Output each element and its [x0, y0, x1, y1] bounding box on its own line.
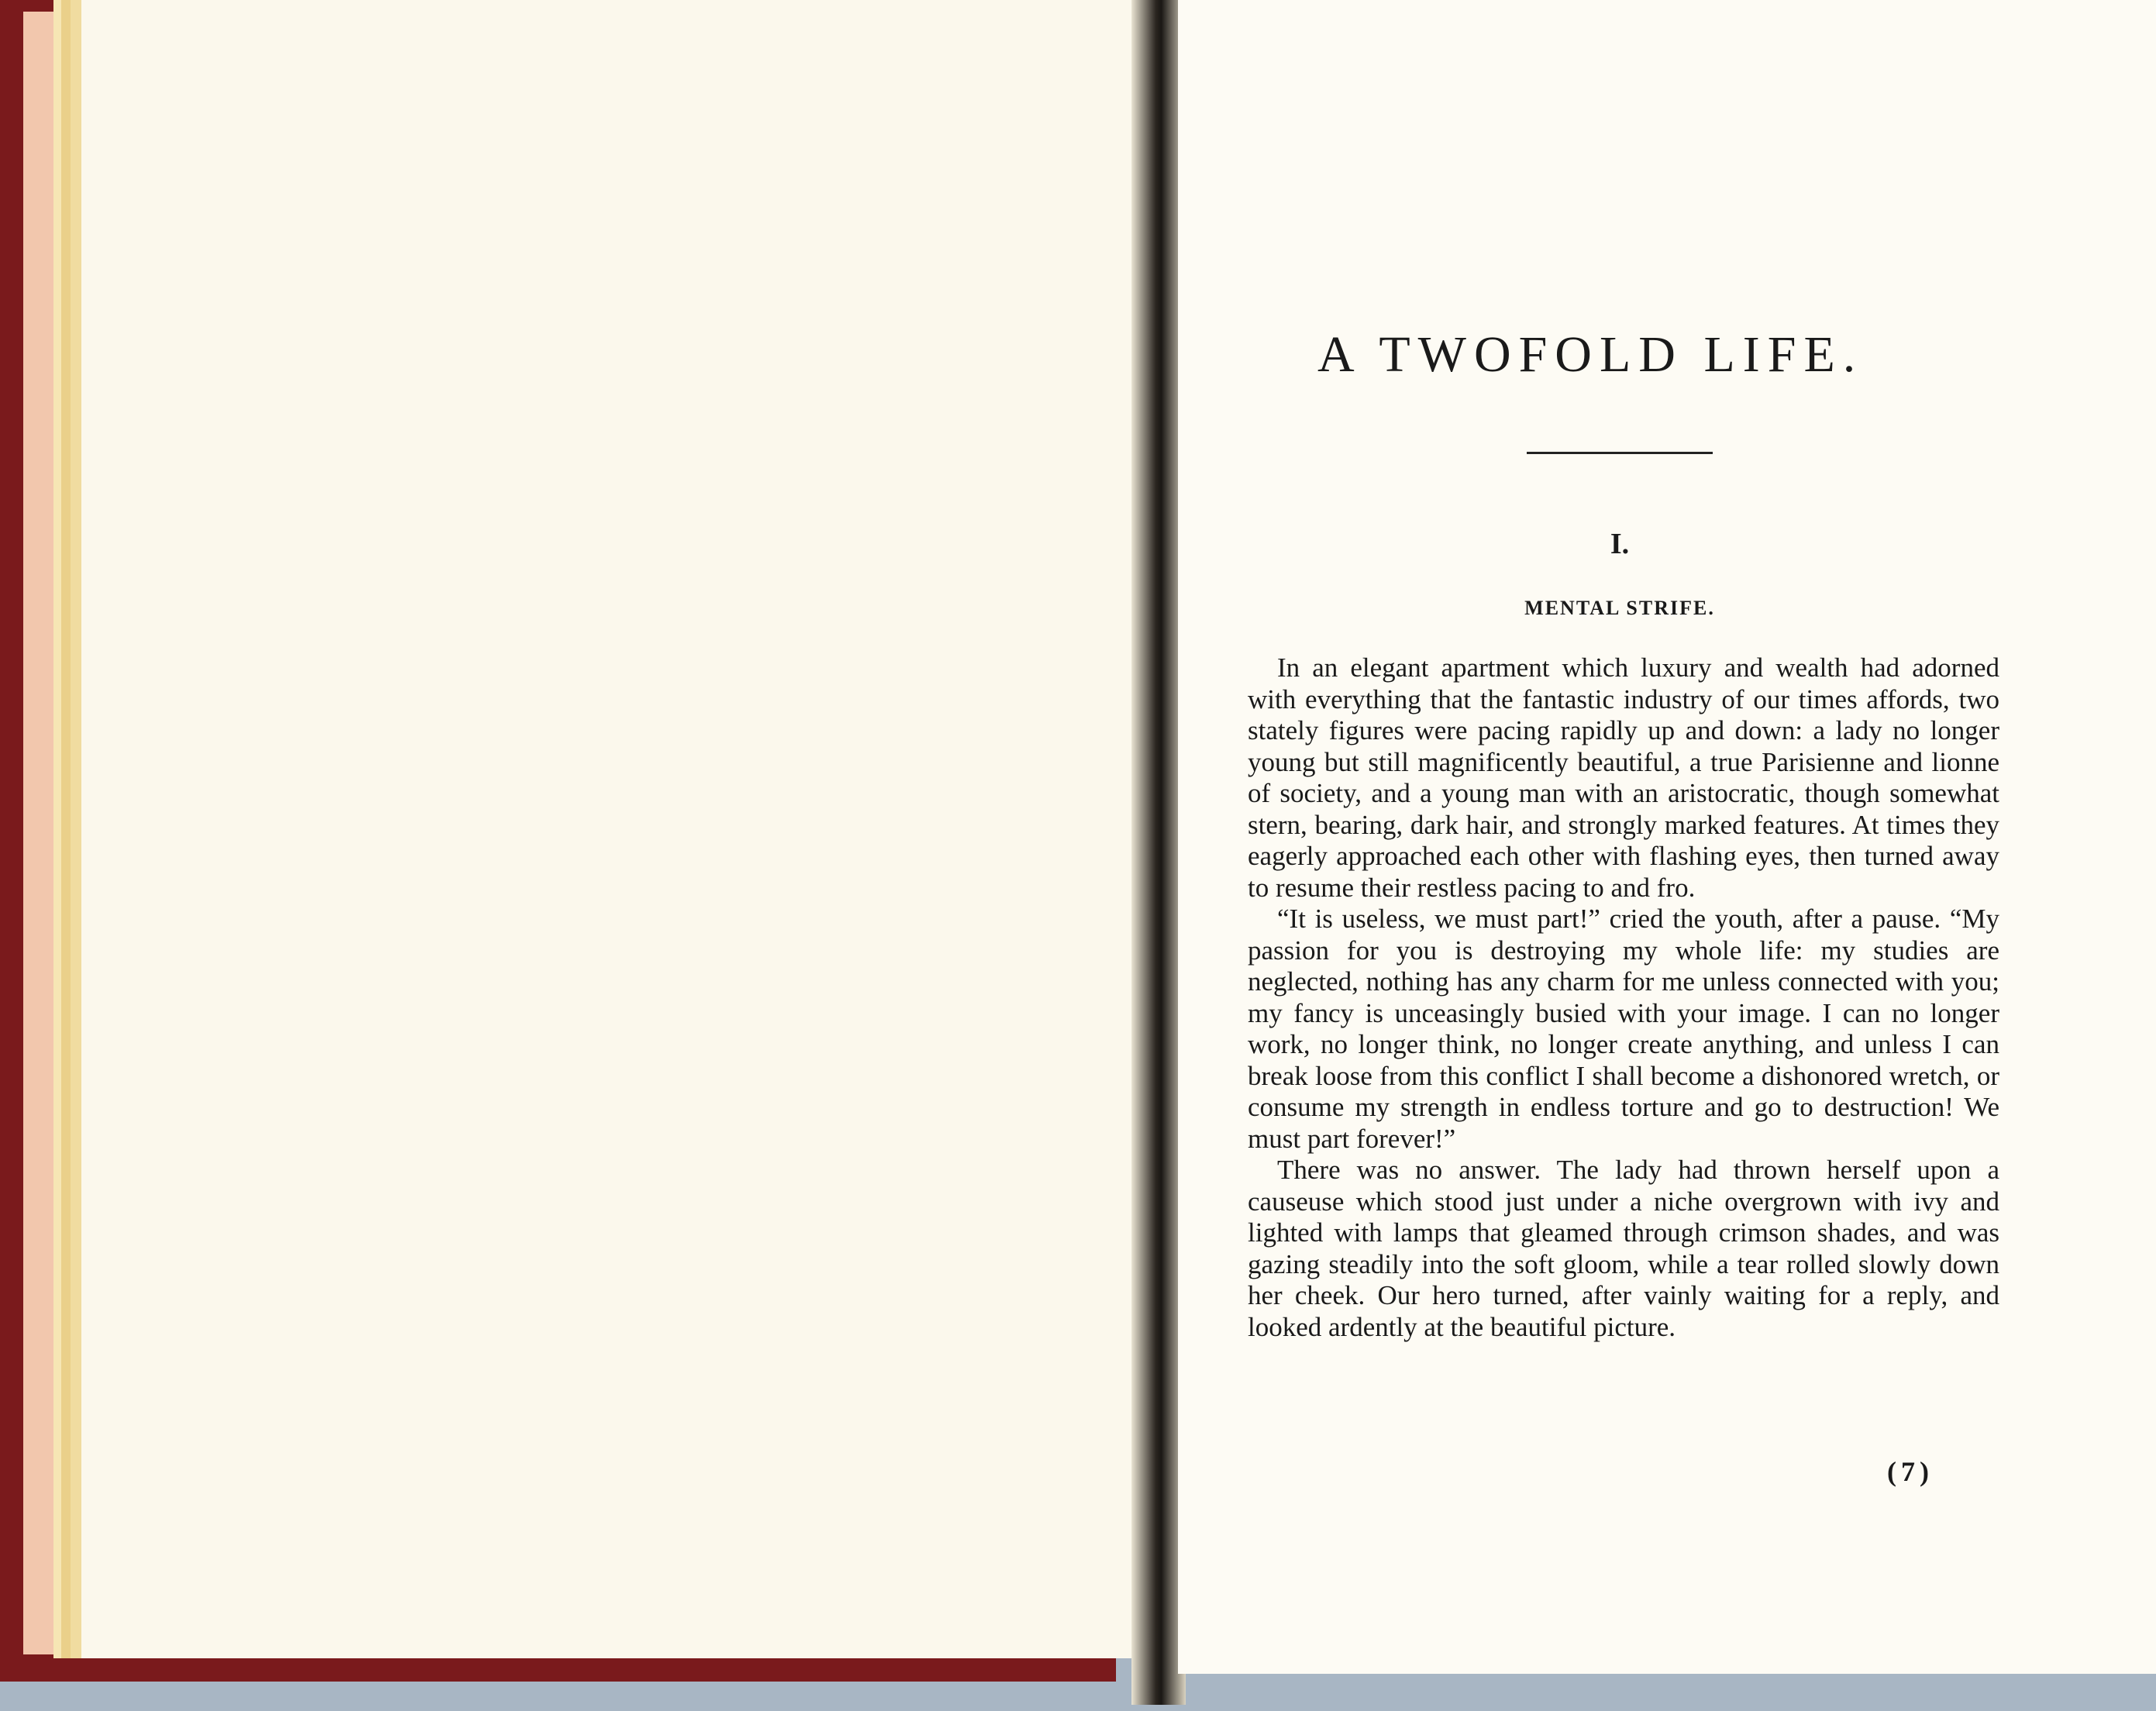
paragraph-3: There was no answer. The lady had thrown herself upon a causeuse which stood just under a niche overgrown with ivy and lighted with lamps that gleamed through crimson shades, and was gazing steadily into the soft gloom, while a tear rolled slowly down her cheek. Our hero turned, after vainly waiting for a reply, and looked ardently at the beautiful picture. [1248, 1155, 1999, 1342]
chapter-title: MENTAL STRIFE. [1524, 597, 1715, 619]
right-page [1178, 0, 2156, 1674]
left-page-blank [81, 0, 1147, 1658]
page-number: (7) [1887, 1456, 1934, 1487]
title-rule [1527, 452, 1713, 454]
paragraph-1: In an elegant apartment which luxury and wealth had adorned with everything that the fantastic industry of our times affords, two stately figures were pacing rapidly up and down: a lady no longer young but still magnificently beautiful, a true Parisienne and lionne of society, and a young man with an aristocratic, though somewhat stern, bearing, dark hair, and strongly marked features. At times they eagerly approached each other with flashing eyes, then turned away to resume their restless pacing to and fro. [1248, 652, 1999, 903]
paragraph-2: “It is useless, we must part!” cried the youth, after a pause. “My passion for you is destroying my whole life: my studies are neglected, nothing has any charm for me unless connected with you; my fancy is unceasingly busied with your image. I can no longer work, no longer think, no longer create anything, and unless I can break loose from this conflict I shall become a dishonored wretch, or consume my strength in endless torture and go to destruction! We must part forever!” [1248, 904, 1999, 1154]
body-text [1248, 652, 1999, 1343]
chapter-number: I. [1610, 528, 1630, 560]
book-title: A TWOFOLD LIFE. [1317, 326, 1864, 383]
